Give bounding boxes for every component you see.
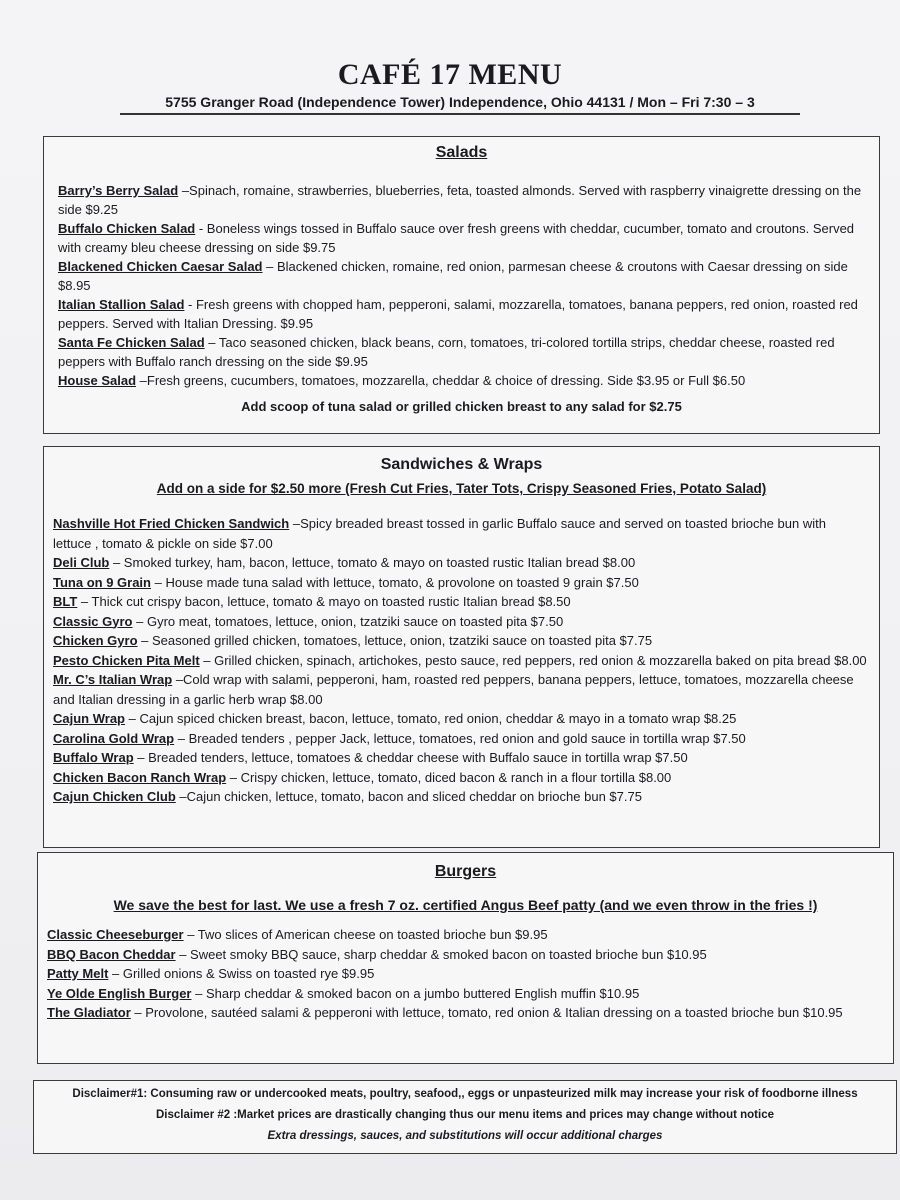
item-desc: – Two slices of American cheese on toasted brioche bun $9.95: [183, 927, 548, 942]
disclaimer-3: Extra dressings, sauces, and substitutions will occur additional charges: [267, 1130, 663, 1142]
salads-list: [58, 181, 869, 390]
item-name: Pesto Chicken Pita Melt: [53, 652, 200, 668]
item-desc: –Spinach, romaine, strawberries, blueberries, feta, toasted almonds. Served with raspberry vinaigrette dressing on the side $9.25: [58, 183, 862, 217]
item-desc: –Cajun chicken, lettuce, tomato, bacon and sliced cheddar on brioche bun $7.75: [175, 789, 642, 804]
item-name: Barry’s Berry Salad: [58, 183, 179, 198]
menu-item: [53, 592, 867, 612]
item-desc: – Gyro meat, tomatoes, lettuce, onion, tzatziki sauce on toasted pita $7.50: [132, 613, 564, 629]
menu-item: [53, 787, 867, 807]
menu-item: [47, 925, 881, 945]
item-name: Classic Cheeseburger: [47, 927, 184, 942]
menu-item: [53, 514, 867, 553]
menu-item: [53, 709, 867, 729]
menu-item: [53, 573, 867, 593]
salads-note: Add scoop of tuna salad or grilled chicken breast to any salad for $2.75: [241, 399, 682, 414]
item-name: BBQ Bacon Cheddar: [47, 946, 176, 962]
item-name: Ye Olde English Burger: [47, 985, 192, 1001]
salads-heading: Salads: [435, 144, 488, 161]
disclaimer-section: [33, 1080, 897, 1154]
item-desc: –Fresh greens, cucumbers, tomatoes, mozzarella, cheddar & choice of dressing. Side $3.95 or Full $6.50: [136, 373, 746, 388]
menu-item: [47, 984, 881, 1004]
burgers-list: [47, 925, 881, 1023]
disclaimer-2: Disclaimer #2 :Market prices are drastically changing thus our menu items and prices may change without notice: [156, 1109, 774, 1121]
menu-item: [47, 964, 881, 984]
menu-item: [53, 748, 867, 768]
burgers-subheading: We save the best for last. We use a fresh 7 oz. certified Angus Beef patty (and we even throw in the fries !): [113, 897, 818, 913]
item-name: Santa Fe Chicken Salad: [58, 335, 205, 350]
menu-item: [58, 333, 869, 371]
item-desc: – Provolone, sautéed salami & pepperoni with lettuce, tomato, red onion & Italian dressing on a toasted brioche bun $10.95: [130, 1005, 843, 1020]
menu-item: [53, 631, 867, 651]
item-name: Italian Stallion Salad: [58, 297, 185, 312]
item-desc: – Thick cut crispy bacon, lettuce, tomato & mayo on toasted rustic Italian bread $8.50: [77, 594, 571, 609]
item-desc: – Taco seasoned chicken, black beans, corn, tomatoes, tri-colored tortilla strips, cheddar cheese, roasted red peppers with Buffalo ranch dressing on the side $9.95: [58, 335, 835, 369]
item-name: Tuna on 9 Grain: [53, 574, 151, 590]
menu-title: CAFÉ 17 MENU: [337, 58, 563, 91]
sandwiches-list: [53, 514, 867, 807]
menu-item: [58, 181, 869, 219]
item-name: Blackened Chicken Caesar Salad: [58, 259, 263, 274]
salads-section: [43, 136, 880, 434]
menu-item: [53, 651, 867, 671]
menu-item: [53, 670, 867, 709]
item-name: Patty Melt: [47, 966, 109, 981]
item-desc: – House made tuna salad with lettuce, tomato, & provolone on toasted 9 grain $7.50: [151, 574, 639, 590]
menu-item: [53, 553, 867, 573]
item-name: Mr. C’s Italian Wrap: [53, 672, 173, 687]
item-name: Cajun Chicken Club: [53, 789, 176, 804]
sandwiches-subheading: Add on a side for $2.50 more (Fresh Cut Fries, Tater Tots, Crispy Seasoned Fries, Potato Salad): [156, 481, 767, 496]
item-desc: – Cajun spiced chicken breast, bacon, lettuce, tomato, red onion, cheddar & mayo in a tomato wrap $8.25: [125, 711, 737, 726]
item-desc: - Fresh greens with chopped ham, pepperoni, salami, mozzarella, tomatoes, banana peppers, red onion, roasted red peppers. Served with Italian Dressing. $9.95: [58, 297, 858, 331]
item-desc: – Breaded tenders , pepper Jack, lettuce, tomatoes, red onion and gold sauce in tortilla wrap $7.50: [174, 730, 746, 746]
item-desc: – Blackened chicken, romaine, red onion, parmesan cheese & croutons with Caesar dressing on side $8.95: [58, 259, 848, 293]
menu-item: [58, 295, 869, 333]
item-desc: – Grilled onions & Swiss on toasted rye $9.95: [108, 966, 375, 981]
item-name: Deli Club: [53, 555, 110, 570]
item-name: Chicken Gyro: [53, 633, 138, 648]
item-desc: – Crispy chicken, lettuce, tomato, diced bacon & ranch in a flour tortilla $8.00: [226, 769, 672, 785]
menu-item: [53, 768, 867, 788]
item-desc: – Sweet smoky BBQ sauce, sharp cheddar & smoked bacon on toasted brioche bun $10.95: [175, 946, 707, 962]
item-desc: - Boneless wings tossed in Buffalo sauce over fresh greens with cheddar, cucumber, tomato and croutons. Served with creamy bleu cheese dressing on side $9.75: [58, 221, 855, 255]
disclaimer-1: Disclaimer#1: Consuming raw or undercooked meats, poultry, seafood,, eggs or unpasteurized milk may increase your risk of foodborne illness: [72, 1088, 858, 1100]
sandwiches-heading: Sandwiches & Wraps: [380, 456, 543, 473]
item-name: House Salad: [58, 373, 137, 388]
menu-item: [58, 371, 869, 390]
item-desc: –Spicy breaded breast tossed in garlic Buffalo sauce and served on toasted brioche bun with lettuce , tomato & pickle on side $7.00: [53, 516, 826, 551]
item-desc: – Seasoned grilled chicken, tomatoes, lettuce, onion, tzatziki sauce on toasted pita $7.75: [137, 633, 653, 648]
menu-item: [58, 257, 869, 295]
item-name: Classic Gyro: [53, 613, 133, 629]
burgers-heading: Burgers: [434, 863, 497, 880]
item-name: Nashville Hot Fried Chicken Sandwich: [53, 516, 290, 531]
burgers-section: [37, 852, 894, 1064]
item-name: Chicken Bacon Ranch Wrap: [53, 769, 227, 785]
item-desc: – Sharp cheddar & smoked bacon on a jumbo buttered English muffin $10.95: [191, 985, 640, 1001]
item-name: Buffalo Chicken Salad: [58, 221, 196, 236]
menu-item: [47, 945, 881, 965]
menu-item: [53, 729, 867, 749]
sandwiches-section: [43, 446, 880, 848]
item-desc: – Smoked turkey, ham, bacon, lettuce, tomato & mayo on toasted rustic Italian bread $8.00: [109, 555, 636, 570]
item-desc: –Cold wrap with salami, pepperoni, ham, roasted red peppers, banana peppers, lettuce, tomatoes, mozzarella cheese and Italian dressing in a garlic herb wrap $8.00: [53, 672, 854, 707]
item-name: Carolina Gold Wrap: [53, 730, 175, 746]
item-name: The Gladiator: [47, 1005, 131, 1020]
item-desc: – Grilled chicken, spinach, artichokes, pesto sauce, red peppers, red onion & mozzarella baked on pita bread $8.00: [199, 652, 867, 668]
menu-item: [58, 219, 869, 257]
item-name: Cajun Wrap: [53, 711, 125, 726]
item-name: BLT: [53, 594, 78, 609]
address-line: 5755 Granger Road (Independence Tower) Independence, Ohio 44131 / Mon – Fri 7:30 – 3: [120, 94, 800, 115]
menu-item: [47, 1003, 881, 1023]
item-desc: – Breaded tenders, lettuce, tomatoes & cheddar cheese with Buffalo sauce in tortilla wrap $7.50: [133, 750, 688, 765]
item-name: Buffalo Wrap: [53, 750, 134, 765]
menu-item: [53, 612, 867, 632]
